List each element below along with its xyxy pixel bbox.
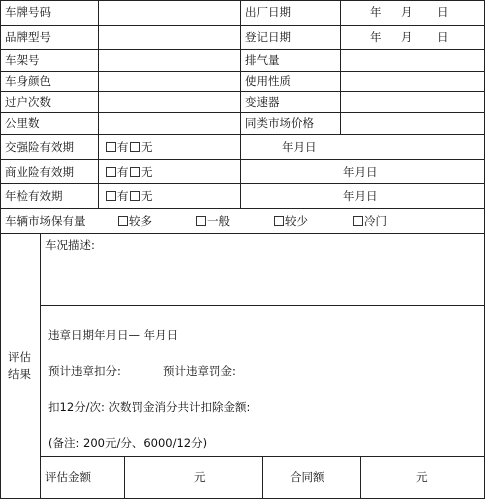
grid-line	[340, 0, 341, 134]
label-commercial-insurance: 商业险有效期	[5, 165, 74, 179]
contract-amount-unit: 元	[416, 470, 428, 484]
label-use-nature: 使用性质	[245, 74, 291, 88]
grid-line	[124, 456, 125, 499]
grid-line	[98, 0, 99, 208]
grid-line	[0, 49, 485, 50]
label-brand-model: 品牌型号	[5, 30, 51, 44]
deduction-line: 扣12分/次: 次数罚金消分共计扣除金额:	[48, 400, 251, 414]
checkbox[interactable]	[196, 216, 206, 226]
checkbox[interactable]	[118, 216, 128, 226]
compulsory-date: 年月日	[282, 140, 317, 154]
grid-line	[0, 25, 485, 26]
factory-date-month: 月	[401, 5, 413, 19]
register-date-year: 年	[370, 30, 382, 44]
commercial-has-option[interactable]: 有	[106, 165, 129, 179]
commercial-date: 年月日	[343, 165, 378, 179]
factory-date-day: 日	[437, 5, 449, 19]
grid-line	[0, 71, 485, 72]
commercial-none-option[interactable]: 无	[130, 165, 153, 179]
label-mileage: 公里数	[5, 116, 40, 130]
grid-line	[262, 456, 263, 499]
label-eval-amount: 评估金额	[45, 470, 91, 484]
checkbox[interactable]	[130, 167, 140, 177]
label-frame-number: 车架号	[5, 53, 40, 67]
grid-line	[0, 0, 1, 499]
violation-date: 违章日期年月日— 年月日	[48, 328, 179, 342]
grid-line	[0, 159, 485, 160]
inspection-has-option[interactable]: 有	[106, 189, 129, 203]
holding-option-few[interactable]: 较少	[274, 214, 308, 228]
compulsory-none-option[interactable]: 无	[130, 140, 153, 154]
inspection-none-option[interactable]: 无	[130, 189, 153, 203]
label-compulsory-insurance: 交强险有效期	[5, 140, 74, 154]
holding-option-many[interactable]: 较多	[118, 214, 152, 228]
factory-date-year: 年	[370, 5, 382, 19]
grid-line	[0, 0, 485, 1]
label-annual-inspection: 年检有效期	[5, 189, 63, 203]
checkbox[interactable]	[106, 191, 116, 201]
compulsory-has-option[interactable]: 有	[106, 140, 129, 154]
inspection-date: 年月日	[343, 189, 378, 203]
note-line: (备注: 200元/分、6000/12分)	[48, 436, 208, 450]
label-market-holding: 车辆市场保有量	[5, 214, 86, 228]
grid-line	[360, 456, 361, 499]
label-transfer-count: 过户次数	[5, 95, 51, 109]
grid-line	[0, 112, 485, 113]
holding-option-rare[interactable]: 冷门	[353, 214, 387, 228]
grid-line	[40, 305, 485, 306]
label-displacement: 排气量	[245, 53, 280, 67]
grid-line	[0, 233, 485, 234]
label-eval-1: 评估	[8, 350, 31, 364]
grid-line	[40, 233, 41, 499]
grid-line	[0, 134, 485, 135]
label-factory-date: 出厂日期	[245, 5, 291, 19]
checkbox[interactable]	[130, 142, 140, 152]
label-transmission: 变速器	[245, 95, 280, 109]
label-plate-number: 车牌号码	[5, 5, 51, 19]
register-date-month: 月	[401, 30, 413, 44]
label-market-price: 同类市场价格	[245, 116, 314, 130]
label-register-date: 登记日期	[245, 30, 291, 44]
checkbox[interactable]	[106, 142, 116, 152]
grid-line	[0, 183, 485, 184]
checkbox[interactable]	[130, 191, 140, 201]
grid-line	[0, 208, 485, 209]
holding-option-normal[interactable]: 一般	[196, 214, 230, 228]
register-date-day: 日	[437, 30, 449, 44]
grid-line	[0, 91, 485, 92]
checkbox[interactable]	[274, 216, 284, 226]
condition-description: 车况描述:	[45, 238, 95, 252]
checkbox[interactable]	[106, 167, 116, 177]
label-eval-2: 结果	[8, 367, 31, 381]
expected-points: 预计违章扣分:	[48, 364, 121, 378]
eval-amount-unit: 元	[194, 470, 206, 484]
grid-line	[240, 0, 241, 208]
label-contract-amount: 合同额	[290, 470, 325, 484]
expected-fine: 预计违章罚金:	[163, 364, 236, 378]
label-body-color: 车身颜色	[5, 74, 51, 88]
checkbox[interactable]	[353, 216, 363, 226]
